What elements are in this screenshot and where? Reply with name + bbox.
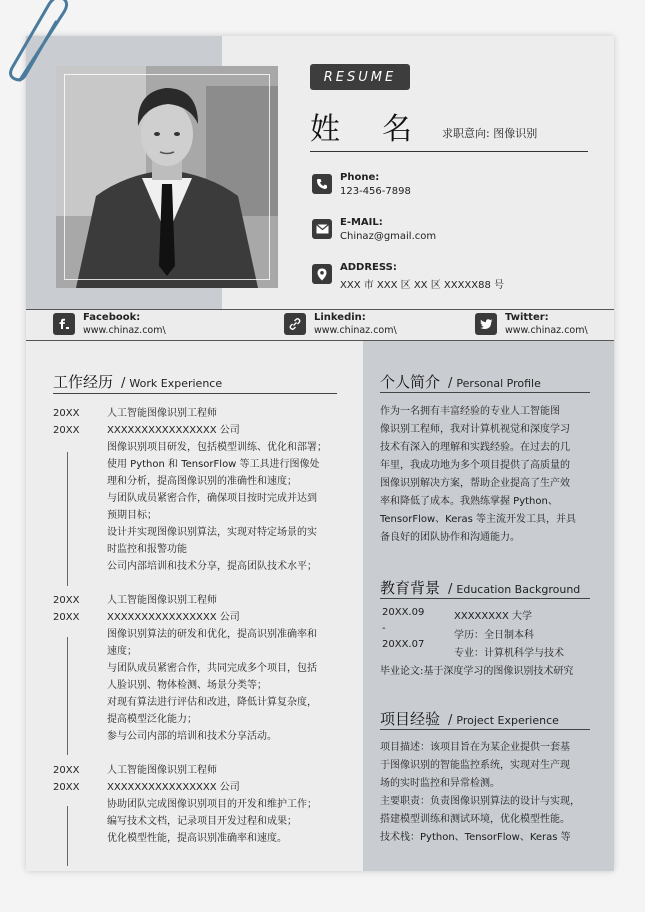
profile-line: 作为一名拥有丰富经验的专业人工智能图 [380,406,560,417]
job-2-body [107,592,347,745]
contact-email [312,217,436,242]
profile-line: 像识别工程师，我对计算机视觉和深度学习 [380,424,570,435]
job-1-start: 20XX [53,408,80,419]
profile-photo [56,66,278,288]
education-end: 20XX.07 [382,639,425,650]
paperclip-icon [6,0,76,88]
phone-value[interactable]: 123-456-7898 [340,186,411,197]
education-title-cn: 教育背景 [380,579,441,597]
education-title-slash: / [448,582,453,597]
profile-title-rule [380,392,590,393]
profile-line: 技术有深入的理解和实践经验。在过去的几 [380,442,570,453]
address-label: ADDRESS: [340,262,397,273]
education-section-title [380,577,580,598]
job-1-end: 20XX [53,425,80,436]
job-2-title: 人工智能图像识别工程师 [107,595,217,606]
twitter-value[interactable]: www.chinaz.com\ [505,325,588,336]
job-2-line: 提高模型泛化能力； [107,714,197,725]
job-2-line: 图像识别算法的研发和优化，提高识别准确率和 [107,629,317,640]
job-3-start: 20XX [53,765,80,776]
email-value[interactable]: Chinaz@gmail.com [340,231,437,242]
linkedin-icon [284,313,306,335]
work-title-cn: 工作经历 [53,373,114,391]
job-1-line: 预期目标； [107,510,157,521]
job-2-line: 人脸识别、物体检测、场景分类等； [107,680,267,691]
job-3-line: 协助团队完成图像识别项目的开发和维护工作； [107,799,317,810]
social-twitter[interactable] [475,312,588,336]
social-facebook[interactable] [53,312,166,336]
job-1-line: 公司内部培训和技术分享，提高团队技术水平； [107,561,317,572]
project-title-slash: / [448,713,453,728]
job-3-line: 编写技术文档，记录项目开发过程和成果； [107,816,297,827]
education-start: 20XX.09 [382,607,425,618]
phone-label: Phone: [340,172,380,183]
job-intent-label: 求职意向: [442,127,490,140]
education-dash: - [382,623,386,634]
education-thesis: 毕业论文:基于深度学习的图像识别技术研究 [380,666,574,677]
facebook-value[interactable]: www.chinaz.com\ [83,325,166,336]
profile-line: 率和降低了成本。我熟练掌握 Python、 [380,496,558,507]
job-2-line: 速度； [107,646,137,657]
timeline-line-3 [67,806,68,866]
education-title-rule [380,598,590,599]
resume-page [26,36,614,871]
job-intent [442,125,537,141]
project-line: 技术栈：Python、TensorFlow、Keras 等 [380,832,571,843]
profile-title-en: Personal Profile [456,377,541,390]
timeline-line-2 [67,637,68,755]
twitter-icon [475,313,497,335]
project-title-rule [380,729,590,730]
address-value: XXX 市 XXX 区 XX 区 XXXXX88 号 [340,280,505,291]
work-title-slash: / [121,376,126,391]
profile-line: 图像识别解决方案，帮助企业提高了生产效 [380,478,570,489]
job-2-line: 与团队成员紧密合作，共同完成多个项目，包括 [107,663,317,674]
job-3-company: XXXXXXXXXXXXXXXX 公司 [107,782,240,793]
education-degree: 学历：全日制本科 [454,630,534,641]
project-line: 主要职责：负责图像识别算法的设计与实现， [380,796,580,807]
project-line: 项目描述：该项目旨在为某企业提供一套基 [380,742,570,753]
profile-title-slash: / [448,376,453,391]
linkedin-label: Linkedin: [314,312,366,323]
education-title-en: Education Background [456,583,581,596]
contact-phone [312,172,411,197]
job-1-line: 图像识别项目研发，包括模型训练、优化和部署； [107,442,327,453]
profile-section-title [380,371,541,392]
profile-paragraph [380,403,600,547]
project-paragraph [380,739,605,847]
profile-line: TensorFlow、Keras 等主流开发工具，并具 [380,514,577,525]
job-3-end: 20XX [53,782,80,793]
facebook-icon [53,313,75,335]
profile-line: 年里，我成功地为多个项目提供了高质量的 [380,460,570,471]
candidate-name: 姓名 [310,112,454,147]
job-2-company: XXXXXXXXXXXXXXXX 公司 [107,612,240,623]
job-1-line: 时监控和报警功能 [107,544,187,555]
location-icon [312,264,332,284]
job-1-company: XXXXXXXXXXXXXXXX 公司 [107,425,240,436]
job-1-line: 使用 Python 和 TensorFlow 等工具进行图像处 [107,459,320,470]
project-line: 场的实时监控和异常检测。 [380,778,500,789]
job-2-end: 20XX [53,612,80,623]
job-1-line: 与团队成员紧密合作，确保项目按时完成并达到 [107,493,317,504]
contact-address [312,262,504,291]
profile-line: 备良好的团队协作和沟通能力。 [380,532,520,543]
job-2-start: 20XX [53,595,80,606]
phone-icon [312,174,332,194]
job-1-line: 理和分析，提高图像识别的准确性和速度； [107,476,297,487]
job-intent-value: 图像识别 [493,127,538,140]
mail-icon [312,219,332,239]
job-3-line: 优化模型性能，提高识别准确率和速度。 [107,833,287,844]
resume-badge: RESUME [310,64,410,90]
project-section-title [380,708,559,729]
job-1-line: 设计并实现图像识别算法，实现对特定场景的实 [107,527,317,538]
education-major: 专业：计算机科学与技术 [454,648,564,659]
job-3-body [107,762,347,847]
project-line: 搭建模型训练和测试环境，优化模型性能。 [380,814,570,825]
job-3-title: 人工智能图像识别工程师 [107,765,217,776]
social-linkedin[interactable] [284,312,397,336]
job-2-line: 对现有算法进行评估和改进，降低计算复杂度， [107,697,317,708]
linkedin-value[interactable]: www.chinaz.com\ [314,325,397,336]
profile-title-cn: 个人简介 [380,373,441,391]
name-divider [310,151,588,152]
email-label: E-MAIL: [340,217,383,228]
work-title-rule [53,393,337,394]
project-line: 于图像识别的智能监控系统，实现对生产现 [380,760,570,771]
twitter-label: Twitter: [505,312,549,323]
timeline-line-1 [67,452,68,586]
work-title-en: Work Experience [129,377,223,390]
project-title-en: Project Experience [456,714,559,727]
project-title-cn: 项目经验 [380,710,441,728]
work-section-title [53,371,222,392]
job-1-title: 人工智能图像识别工程师 [107,408,217,419]
job-1-body [107,405,347,575]
photo-inner-border [64,74,270,280]
education-school: XXXXXXXX 大学 [454,611,532,622]
facebook-label: Facebook: [83,312,141,323]
job-2-line: 参与公司内部的培训和技术分享活动。 [107,731,277,742]
